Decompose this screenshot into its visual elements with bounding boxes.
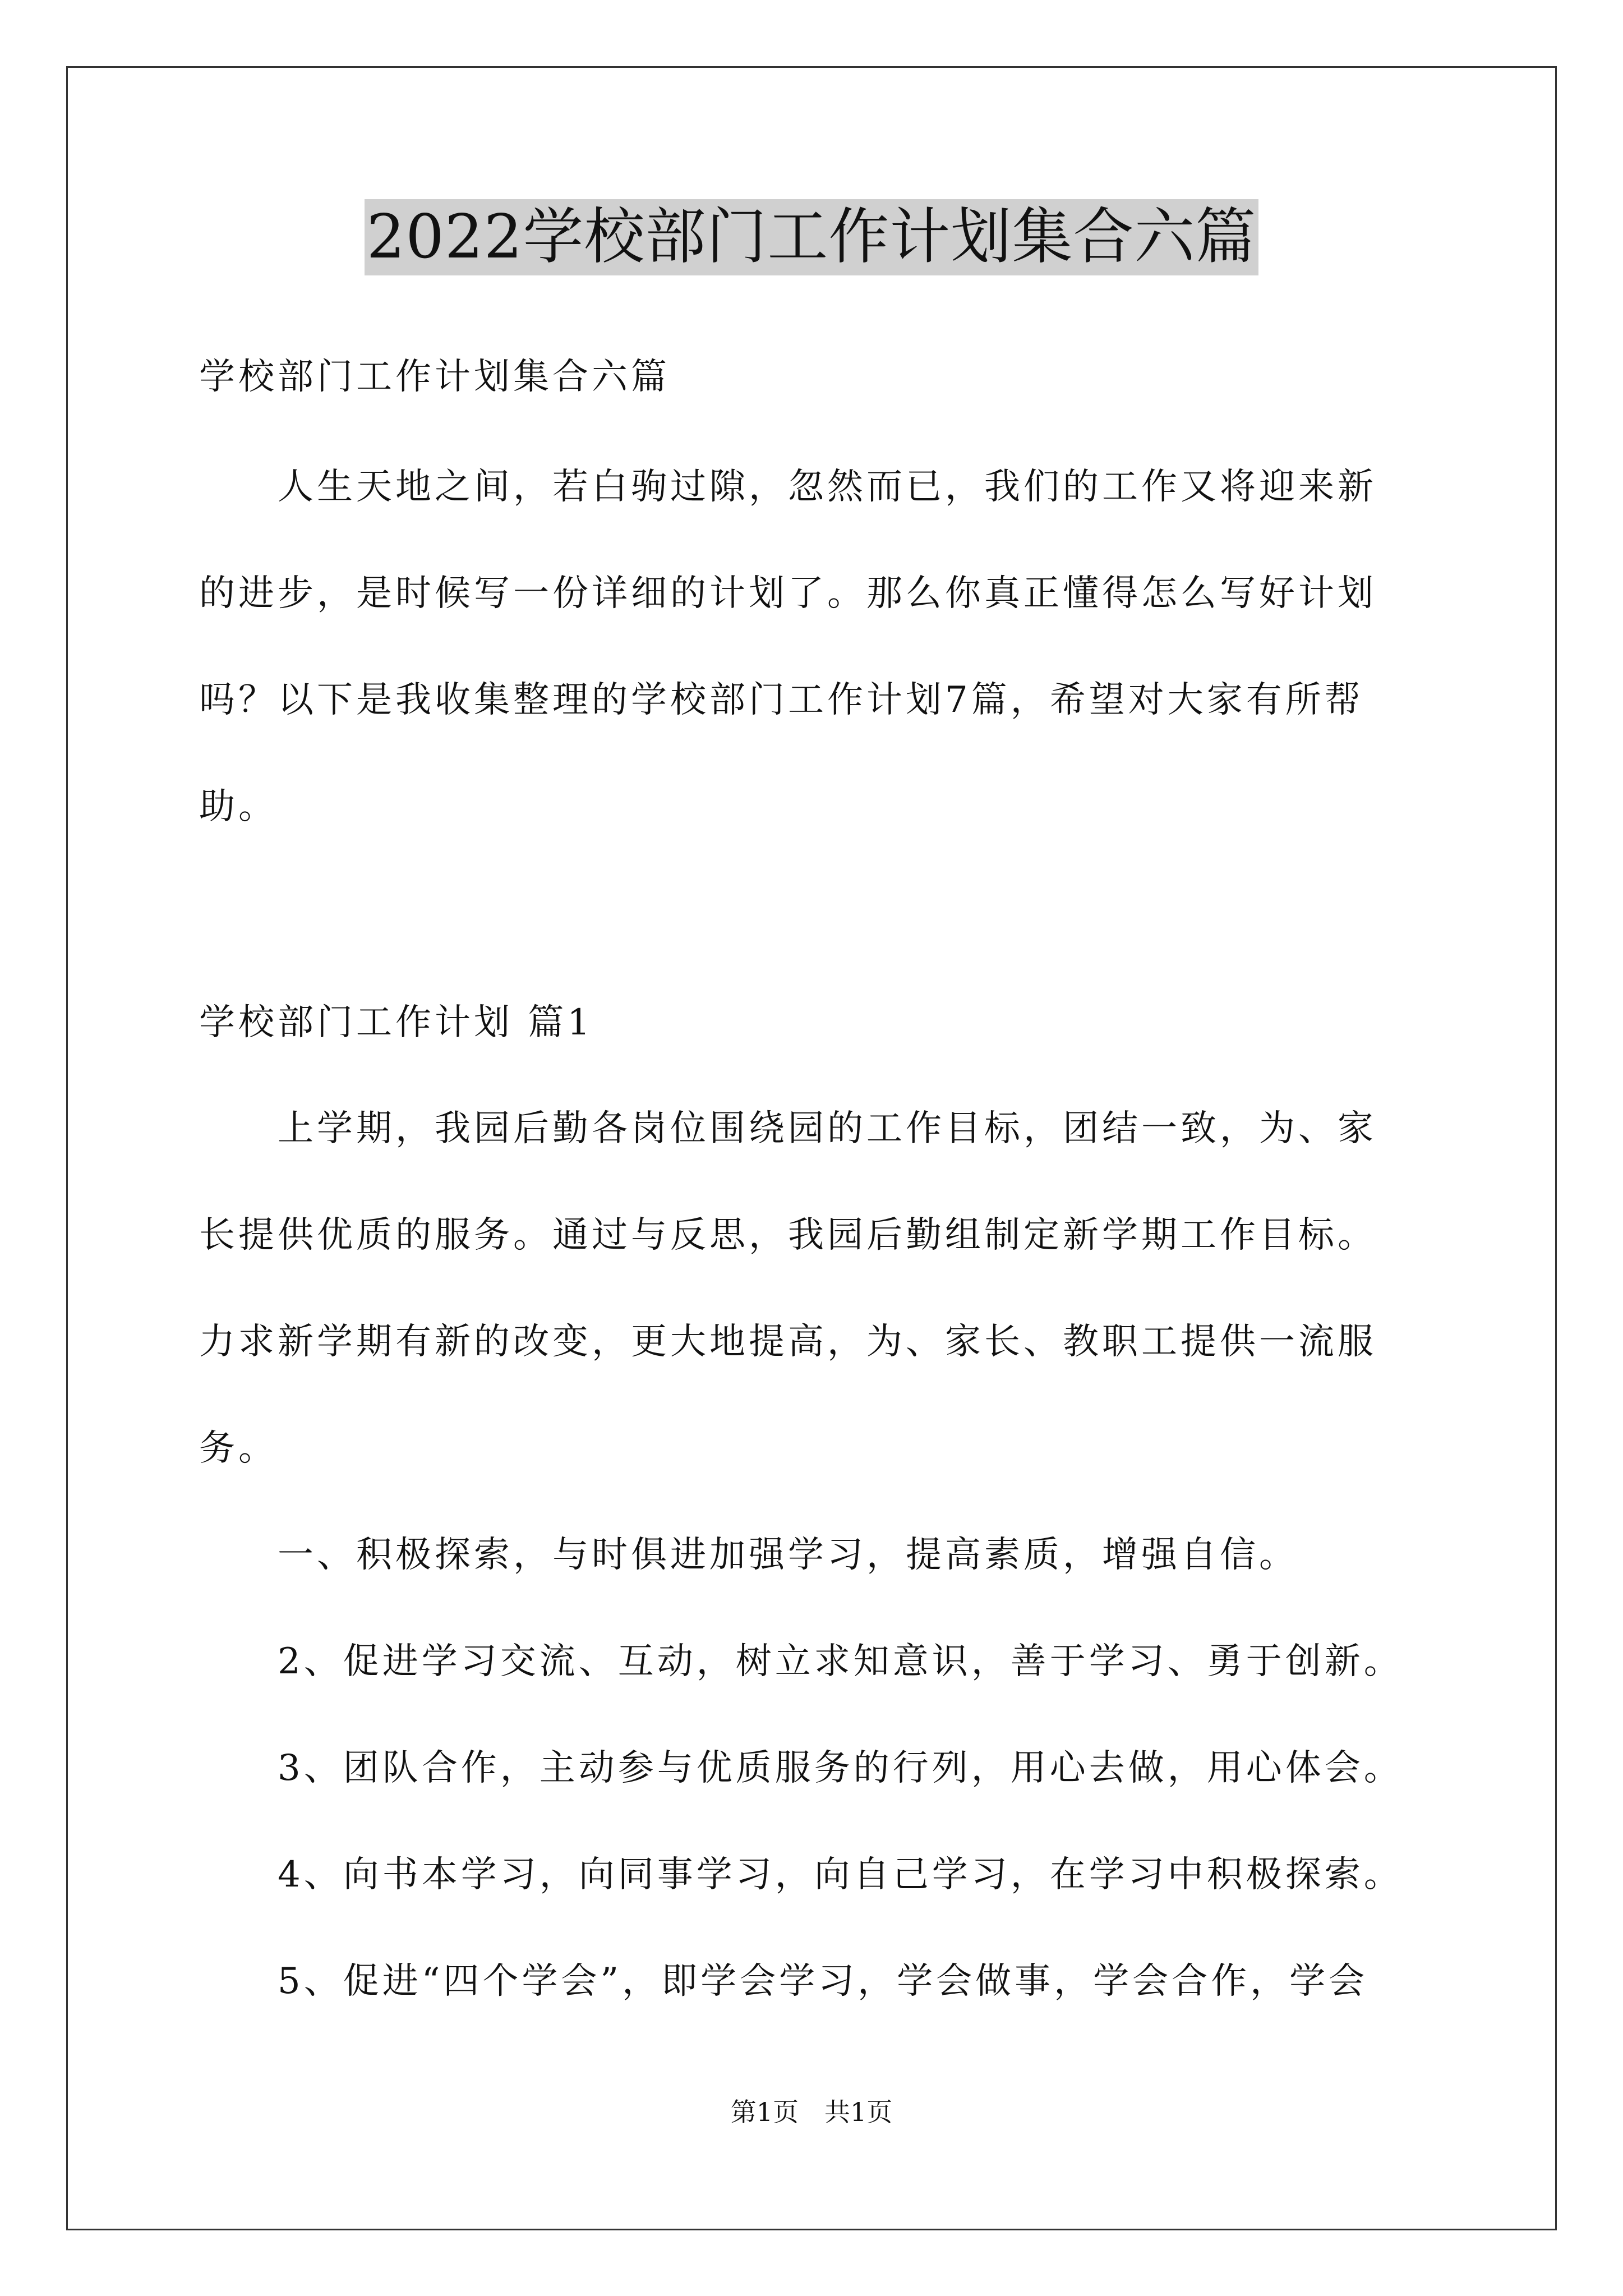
list-item: 4、向书本学习，向同事学习，向自己学习，在学习中积极探索。 (199, 1854, 1403, 1895)
list-item: 5、促进“四个学会”，即学会学习，学会做事，学会合作，学会 (199, 1961, 1368, 2002)
section-heading: 学校部门工作计划 篇1 (199, 1002, 594, 1043)
document-subtitle: 学校部门工作计划集合六篇 (199, 356, 670, 398)
list-item: 一、积极探索，与时俱进加强学习，提高素质，增强自信。 (199, 1534, 1298, 1576)
title-container (0, 199, 1623, 275)
section-paragraph-line: 力求新学期有新的改变，更大地提高，为、家长、教职工提供一流服 (199, 1321, 1377, 1363)
list-item: 2、促进学习交流、互动，树立求知意识，善于学习、勇于创新。 (199, 1641, 1403, 1682)
section-paragraph-line: 务。 (199, 1428, 278, 1469)
intro-line: 助。 (199, 786, 278, 827)
intro-line: 吗？以下是我收集整理的学校部门工作计划7篇，希望对大家有所帮 (199, 679, 1364, 721)
intro-line: 人生天地之间，若白驹过隙，忽然而已，我们的工作又将迎来新 (199, 466, 1377, 508)
intro-line: 的进步，是时候写一份详细的计划了。那么你真正懂得怎么写好计划 (199, 573, 1377, 614)
page-footer: 第1页 共1页 (730, 2097, 893, 2127)
section-paragraph-line: 上学期，我园后勤各岗位围绕园的工作目标，团结一致，为、家 (199, 1108, 1377, 1149)
list-item: 3、团队合作，主动参与优质服务的行列，用心去做，用心体会。 (199, 1747, 1403, 1789)
section-paragraph-line: 长提供优质的服务。通过与反思，我园后勤组制定新学期工作目标。 (199, 1214, 1377, 1256)
document-title: 2022学校部门工作计划集合六篇 (365, 199, 1259, 275)
